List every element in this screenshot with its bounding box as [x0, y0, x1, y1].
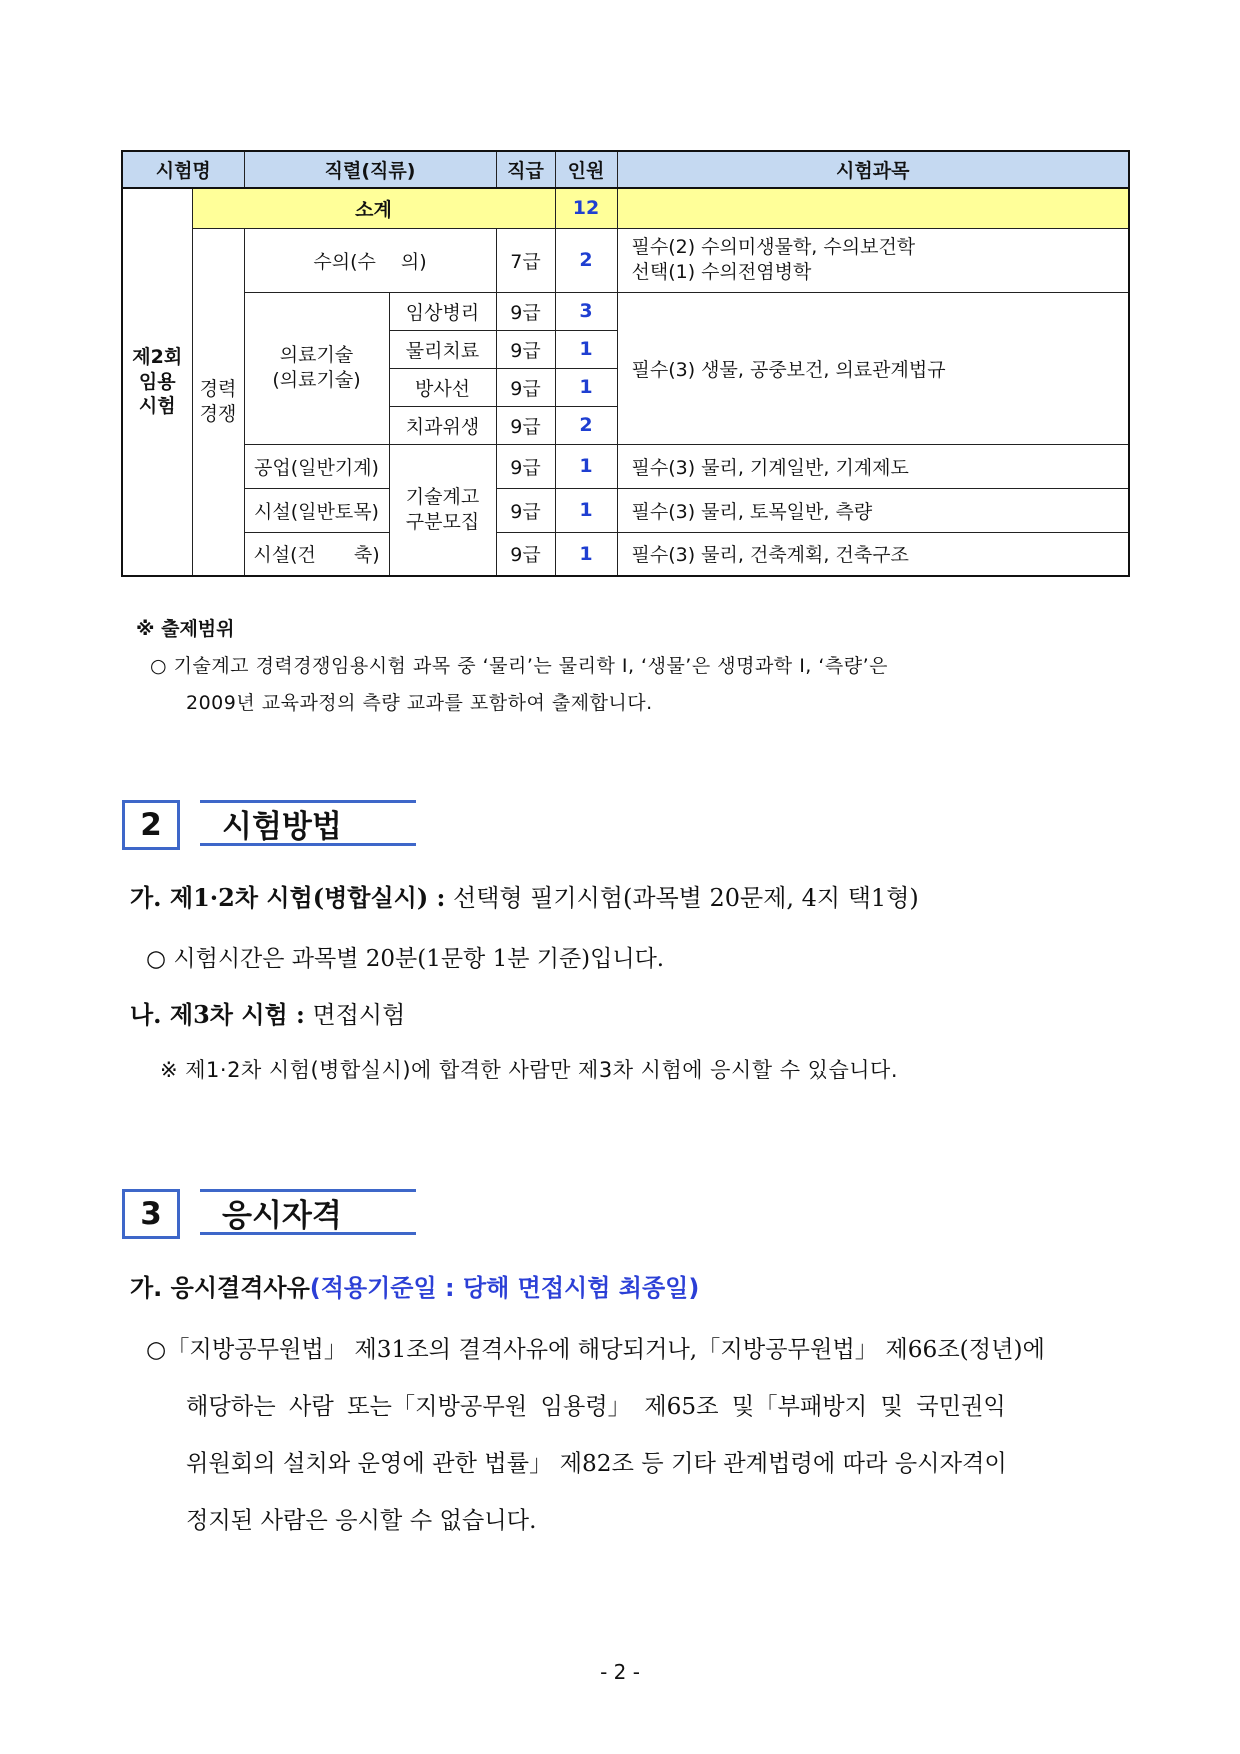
- section-3-item-a: [130, 1268, 699, 1303]
- medical-subjects-cell: 필수(3) 생물, 공중보건, 의료관계법규: [617, 292, 1129, 444]
- series-cell: 시설(건 축): [244, 532, 389, 576]
- section-3-line-4: 정지된 사람은 응시할 수 없습니다.: [186, 1507, 537, 1534]
- subjects-cell: 필수(3) 물리, 토목일반, 측량: [617, 488, 1129, 532]
- grade-cell: 9급: [496, 444, 555, 488]
- section-3-title: 응시자격: [200, 1189, 416, 1235]
- page-number: - 2 -: [600, 1660, 640, 1684]
- section-2-title: 시험방법: [200, 800, 416, 846]
- grade-cell: 9급: [496, 292, 555, 330]
- grade-cell: 9급: [496, 368, 555, 406]
- exam-name-cell: 제2회 임용 시험: [122, 188, 192, 576]
- section-3-item-a-highlight: (적용기준일 : 당해 면접시험 최종일): [309, 1274, 700, 1302]
- section-3-item-a-label: 가. 응시결격사유: [130, 1274, 310, 1302]
- count-cell: 1: [555, 444, 617, 488]
- table-row: [122, 444, 1129, 488]
- count-cell: 2: [555, 228, 617, 292]
- sub-series-cell: 물리치료: [389, 330, 496, 368]
- series-cell: 공업(일반기계): [244, 444, 389, 488]
- count-cell: 1: [555, 368, 617, 406]
- subjects-cell: 필수(2) 수의미생물학, 수의보건학 선택(1) 수의전염병학: [617, 228, 1129, 292]
- count-cell: 3: [555, 292, 617, 330]
- count-cell: 1: [555, 532, 617, 576]
- note-line-1: ○ 기술계고 경력경쟁임용시험 과목 중 ‘물리’는 물리학 Ⅰ, ‘생물’은 생명과학 Ⅰ, ‘측량’은: [150, 655, 889, 677]
- section-2-item-b-label: 나. 제3차 시험 :: [130, 1000, 305, 1029]
- subtotal-row: [122, 188, 1129, 228]
- section-2-item-b: [130, 995, 405, 1030]
- header-series: 직렬(직류): [244, 151, 496, 188]
- subjects-cell: 필수(3) 물리, 건축계획, 건축구조: [617, 532, 1129, 576]
- note-title: ※ 출제범위: [136, 618, 235, 640]
- section-3-number: 3: [122, 1189, 180, 1239]
- section-2-item-b-text: 면접시험: [304, 1001, 406, 1029]
- medical-group-cell: 의료기술 (의료기술): [244, 292, 389, 444]
- sub-series-cell: 방사선: [389, 368, 496, 406]
- header-subjects: 시험과목: [617, 151, 1129, 188]
- series-cell: 시설(일반토목): [244, 488, 389, 532]
- sub-series-cell: 임상병리: [389, 292, 496, 330]
- sub-series-cell: 치과위생: [389, 406, 496, 444]
- section-2-item-b-note: ※ 제1·2차 시험(병합실시)에 합격한 사람만 제3차 시험에 응시할 수 있습니다.: [160, 1058, 898, 1082]
- grade-cell: 9급: [496, 532, 555, 576]
- count-cell: 1: [555, 330, 617, 368]
- table-row: [122, 532, 1129, 576]
- series-cell: 수의(수 의): [244, 228, 496, 292]
- count-cell: 1: [555, 488, 617, 532]
- table-row: [122, 228, 1129, 292]
- section-2-item-a-bullet: ○ 시험시간은 과목별 20분(1문항 1분 기준)입니다.: [146, 946, 665, 972]
- count-cell: 2: [555, 406, 617, 444]
- section-3-line-1: ○「지방공무원법」 제31조의 결격사유에 해당되거나,「지방공무원법」 제66조(정년)에: [146, 1336, 1045, 1363]
- subtotal-count: 12: [555, 188, 617, 228]
- note-line-2: 2009년 교육과정의 측량 교과를 포함하여 출제합니다.: [186, 692, 653, 714]
- exam-table: [121, 150, 1130, 577]
- subjects-cell: 필수(3) 물리, 기계일반, 기계제도: [617, 444, 1129, 488]
- grade-cell: 9급: [496, 330, 555, 368]
- grade-cell: 9급: [496, 406, 555, 444]
- header-exam-name: 시험명: [122, 151, 244, 188]
- section-2-item-a-text: 선택형 필기시험(과목별 20문제, 4지 택1형): [445, 884, 919, 912]
- table-row: [122, 488, 1129, 532]
- section-2-item-a: [130, 878, 919, 913]
- section-2-item-a-label: 가. 제1·2차 시험(병합실시) :: [130, 883, 446, 912]
- tech-recruit-cell: 기술계고 구분모집: [389, 444, 496, 576]
- table-header-row: [122, 151, 1129, 188]
- table-row: [122, 292, 1129, 330]
- grade-cell: 9급: [496, 488, 555, 532]
- header-grade: 직급: [496, 151, 555, 188]
- grade-cell: 7급: [496, 228, 555, 292]
- subtotal-empty: [617, 188, 1129, 228]
- section-2-number: 2: [122, 800, 180, 850]
- subtotal-label: 소계: [192, 188, 555, 228]
- header-count: 인원: [555, 151, 617, 188]
- section-3-line-2: 해당하는 사람 또는「지방공무원 임용령」 제65조 및「부패방지 및 국민권익: [186, 1393, 1006, 1420]
- section-3-line-3: 위원회의 설치와 운영에 관한 법률」 제82조 등 기타 관계법령에 따라 응시자격이: [186, 1450, 1007, 1477]
- recruit-type-cell: 경력 경쟁: [192, 228, 244, 576]
